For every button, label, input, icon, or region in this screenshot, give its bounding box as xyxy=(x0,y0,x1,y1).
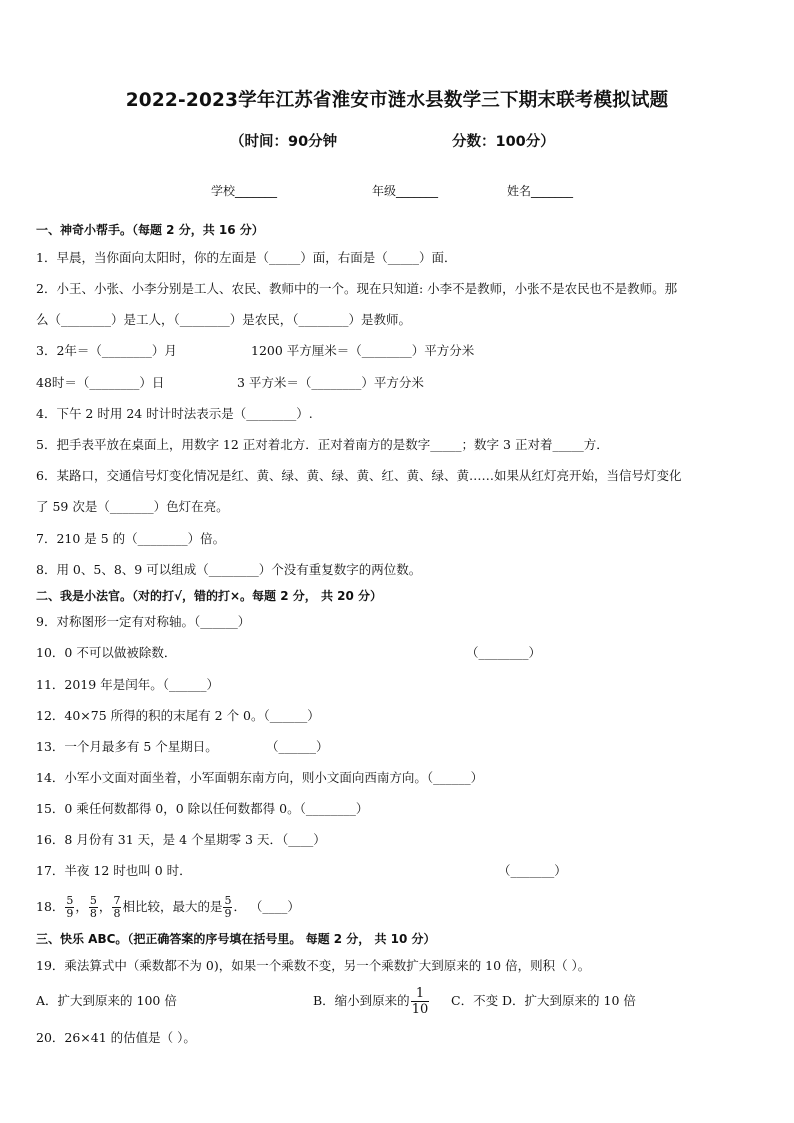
question-15: 15．0 乘任何数都得 0，0 除以任何数都得 0。（________） xyxy=(36,801,369,816)
grade-field: 年级_______ xyxy=(372,184,439,198)
question-9: 9．对称图形一定有对称轴。（______） xyxy=(36,614,251,629)
question-3-part-1: 3．2年＝（________）月 xyxy=(36,343,177,358)
numerator: 1 xyxy=(411,986,430,1002)
section-1-heading: 一、神奇小帮手。（每题 2 分，共 16 分） xyxy=(36,223,264,237)
question-3-part-2: 1200 平方厘米＝（________）平方分米 xyxy=(251,343,475,358)
question-10: 10．0 不可以做被除数． xyxy=(36,645,177,660)
question-6-line-1: 6．某路口，交通信号灯变化情况是红、黄、绿、黄、绿、黄、红、黄、绿、黄……如果从红灯亮开始，当信号灯变化 xyxy=(36,468,682,483)
school-field: 学校_______ xyxy=(211,184,278,198)
section-2-heading: 二、我是小法官。（对的打√，错的打×。每题 2 分， 共 20 分） xyxy=(36,589,382,603)
question-11: 11．2019 年是闰年。（______） xyxy=(36,677,219,692)
numerator: 5 xyxy=(224,894,232,907)
question-12: 12．40×75 所得的积的末尾有 2 个 0。（______） xyxy=(36,708,320,723)
question-1: 1．早晨，当你面向太阳时，你的左面是（_____）面，右面是（_____）面． xyxy=(36,250,457,265)
question-7: 7．210 是 5 的（________）倍。 xyxy=(36,531,226,546)
numerator: 5 xyxy=(89,894,97,907)
denominator: 9 xyxy=(224,907,232,920)
numerator: 7 xyxy=(113,894,121,907)
question-2-line-1: 2．小王、小张、小李分别是工人、农民、教师中的一个。现在只知道: 小李不是教师，小张不是农民也不是教师。那 xyxy=(36,281,678,296)
denominator: 8 xyxy=(113,907,121,920)
denominator: 8 xyxy=(89,907,97,920)
option-b-text: B．缩小到原来的 xyxy=(313,993,410,1008)
question-13: 13．一个月最多有 5 个星期日。 xyxy=(36,739,218,754)
fraction-answer-5-9 xyxy=(223,895,232,920)
question-14: 14．小军小文面对面坐着，小军面朝东南方向，则小文面向西南方向。（______） xyxy=(36,770,484,785)
name-field: 姓名_______ xyxy=(507,184,574,198)
question-3-part-4: 3 平方米＝（________）平方分米 xyxy=(237,375,424,390)
question-19-option-a: A．扩大到原来的 100 倍 xyxy=(36,993,177,1008)
fraction-7-8 xyxy=(112,895,121,920)
question-10-answer-blank: （________） xyxy=(466,645,542,660)
denominator: 10 xyxy=(411,1002,429,1017)
question-18-blank: ． （____） xyxy=(233,899,300,914)
question-8: 8．用 0、5、8、9 可以组成（________）个没有重复数字的两位数。 xyxy=(36,562,422,577)
question-20: 20．26×41 的估值是（ ）。 xyxy=(36,1030,196,1045)
section-3-heading: 三、快乐 ABC。（把正确答案的序号填在括号里。 每题 2 分， 共 10 分） xyxy=(36,932,436,946)
question-17: 17．半夜 12 时也叫 0 时． xyxy=(36,863,192,878)
question-19: 19．乘法算式中（乘数都不为 0)，如果一个乘数不变，另一个乘数扩大到原来的 10 倍，则积（ ）。 xyxy=(36,958,591,973)
fraction-5-8 xyxy=(89,895,98,920)
question-3-part-3: 48时＝（________）日 xyxy=(36,375,165,390)
question-4: 4．下午 2 时用 24 时计时法表示是（________）. xyxy=(36,406,313,421)
question-18-number: 18． xyxy=(36,899,65,914)
question-19-option-b xyxy=(313,982,430,1020)
question-6-line-2: 了 59 次是（_______）色灯在亮。 xyxy=(36,499,229,514)
question-19-options-c-d: C．不变 D．扩大到原来的 10 倍 xyxy=(451,993,636,1008)
exam-title: 2022-2023学年江苏省淮安市涟水县数学三下期末联考模拟试题 xyxy=(125,90,669,111)
fraction-1-10 xyxy=(411,986,430,1017)
question-17-answer-blank: （_______） xyxy=(498,863,567,878)
fraction-5-9 xyxy=(65,895,74,920)
numerator: 5 xyxy=(66,894,74,907)
question-16: 16．8 月份有 31 天，是 4 个星期零 3 天．（____） xyxy=(36,832,326,847)
question-18-text: 相比较，最大的是 xyxy=(122,899,223,914)
question-5: 5．把手表平放在桌面上，用数字 12 正对着北方．正对着南方的是数字_____；数字 3 正对着_____方． xyxy=(36,437,609,452)
question-13-answer-blank: （______） xyxy=(266,739,329,754)
question-18: 18． $\frac{5}{9}$ ， $\frac{5}{8}$ ， $\frac{7}{8}$ 相比较，最大的是 $\frac{5}{9}$ ． （____） xyxy=(36,894,300,920)
denominator: 9 xyxy=(66,907,74,920)
time-limit: （时间：90分钟 xyxy=(230,134,338,150)
question-2-line-2: 么（________）是工人，（________）是农民，（________）是教师。 xyxy=(36,312,412,327)
total-score: 分数：100分） xyxy=(452,134,555,150)
